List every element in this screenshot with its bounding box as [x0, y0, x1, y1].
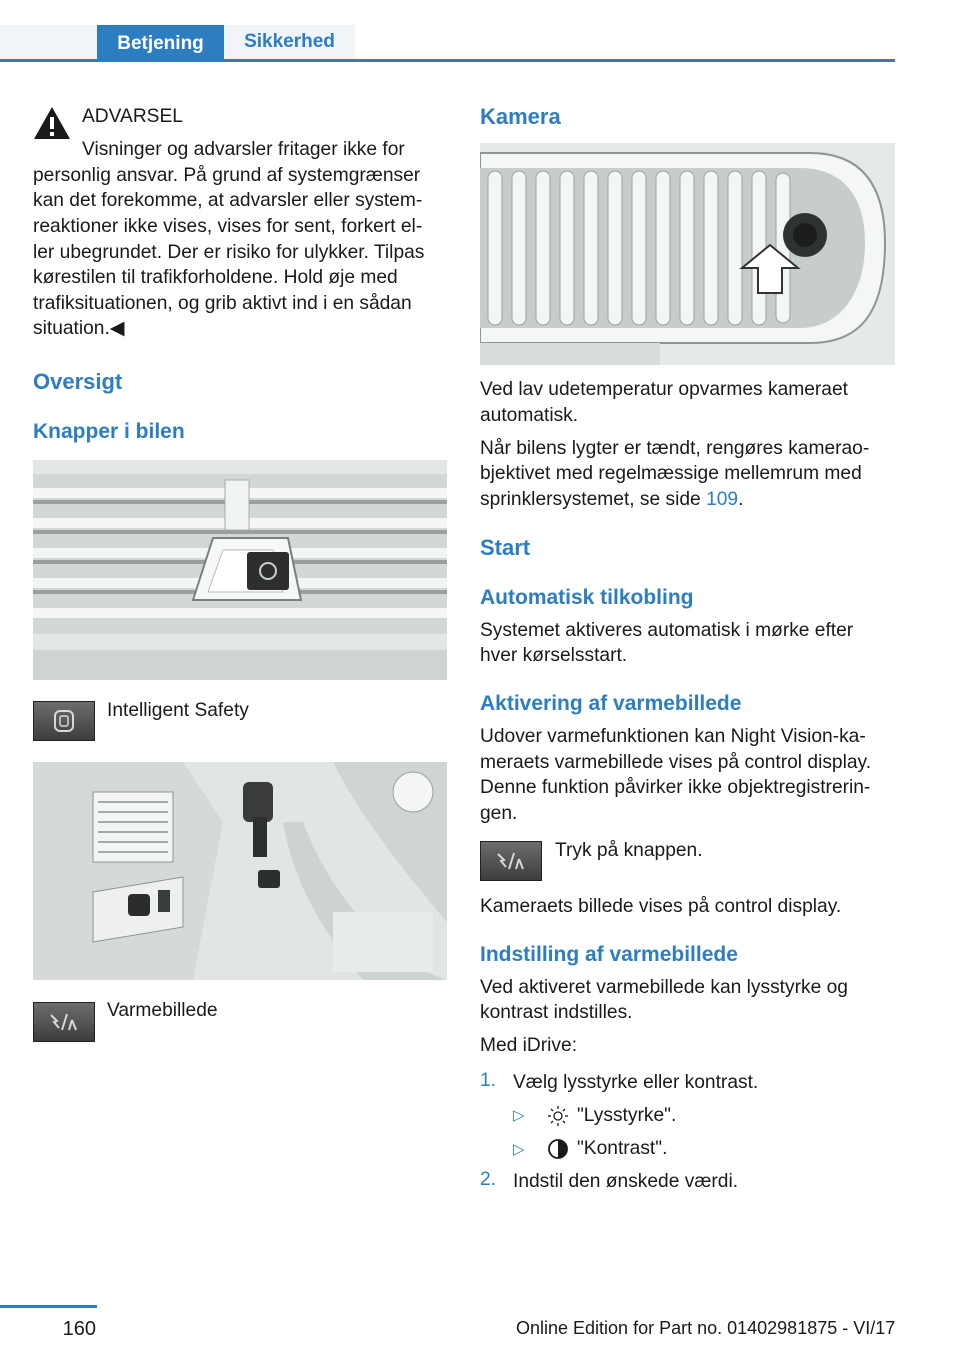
heading-automatisk-tilkobling: Automatisk tilkobling: [480, 586, 694, 609]
tab-sikkerhed[interactable]: Sikkerhed: [224, 25, 355, 59]
bullet-1-text: "Lysstyrke".: [577, 1105, 677, 1126]
step-2-text: Indstil den ønskede værdi.: [513, 1171, 739, 1192]
sun-icon: [547, 1105, 569, 1127]
press-button-text: Tryk på knappen.: [555, 840, 703, 861]
intelligent-safety-button-icon: [33, 701, 95, 741]
kamera-p2-period: .: [738, 489, 744, 510]
bullet-1-marker: ▷: [513, 1107, 525, 1124]
camera-grille-illustration: [480, 143, 895, 365]
warning-line-5: ler ubegrundet. Der er risiko for ulykker. Tilpas: [33, 242, 425, 263]
tab-betjening[interactable]: Betjening: [97, 25, 224, 62]
warning-line-4: reaktioner ikke vises, vises for sent, forkert el‐: [33, 216, 423, 237]
warning-line-1: Visninger og advarsler fritager ikke for: [82, 139, 405, 160]
dashboard-illustration: [33, 762, 447, 980]
header-tabs: [0, 25, 895, 62]
warning-line-6: kørestilen til trafikforholdene. Hold øje med: [33, 267, 398, 288]
kamera-p2-line-3-text: sprinklersystemet, se side: [480, 489, 707, 510]
warning-line-7: trafiksituationen, og grib aktivt ind i en sådan: [33, 293, 412, 314]
step-1-number: 1.: [480, 1070, 497, 1091]
idrive-label: Med iDrive:: [480, 1035, 578, 1056]
heading-start: Start: [480, 535, 531, 560]
settings-line-2: kontrast indstilles.: [480, 1002, 633, 1023]
kamera-p1-line-2: automatisk.: [480, 405, 579, 426]
warning-line-8: situation.◀: [33, 318, 125, 339]
warning-triangle-icon: [33, 106, 71, 140]
footer-edition: Online Edition for Part no. 01402981875 - VI/17: [516, 1318, 896, 1338]
activate-line-3: Denne funktion påvirker ikke objektregistrerin‐: [480, 777, 871, 798]
kamera-p2-line-1: Når bilens lygter er tændt, rengøres kamerao‐: [480, 438, 870, 459]
varmebillede-button-icon: [33, 1002, 95, 1042]
page-link-109[interactable]: 109: [706, 489, 739, 510]
kamera-p2-line-3: [480, 487, 743, 513]
settings-line-1: Ved aktiveret varmebillede kan lysstyrke og: [480, 977, 848, 998]
bullet-2-marker: ▷: [513, 1141, 525, 1158]
kamera-p1-line-1: Ved lav udetemperatur opvarmes kameraet: [480, 379, 848, 400]
step-1-text: Vælg lysstyrke eller kontrast.: [513, 1072, 759, 1093]
activate-line-1: Udover varmefunktionen kan Night Vision-ka‐: [480, 726, 866, 747]
kamera-p2-line-2: bjektivet med regelmæssige mellemrum med: [480, 463, 862, 484]
activate-line-4: gen.: [480, 803, 518, 824]
warning-title: ADVARSEL: [82, 106, 183, 127]
page-number: 160: [62, 1318, 96, 1340]
heading-aktivering: Aktivering af varmebillede: [480, 692, 742, 715]
activate-line-2: meraets varmebillede vises på control display.: [480, 752, 872, 773]
step-2-number: 2.: [480, 1169, 497, 1190]
camera-image-text: Kameraets billede vises på control display.: [480, 896, 842, 917]
warning-line-3: kan det forekomme, at advarsler eller system‐: [33, 190, 423, 211]
contrast-icon: [547, 1138, 569, 1160]
page-number-rule: [0, 1305, 97, 1308]
heading-kamera: Kamera: [480, 104, 561, 129]
label-varmebillede: Varmebillede: [107, 1000, 218, 1021]
heading-knapper: Knapper i bilen: [33, 420, 185, 443]
auto-line-1: Systemet aktiveres automatisk i mørke efter: [480, 620, 854, 641]
warning-line-2: personlig ansvar. På grund af systemgrænser: [33, 165, 421, 186]
auto-line-2: hver kørselsstart.: [480, 645, 628, 666]
bullet-2-text: "Kontrast".: [577, 1138, 668, 1159]
heading-indstilling: Indstilling af varmebillede: [480, 943, 738, 966]
header-rule: [0, 59, 895, 62]
tab-spacer: [0, 25, 97, 59]
heading-oversigt: Oversigt: [33, 369, 123, 394]
label-intelligent-safety: Intelligent Safety: [107, 700, 249, 721]
grille-button-illustration: [33, 460, 447, 680]
varmebillede-button-icon-2: [480, 841, 542, 881]
